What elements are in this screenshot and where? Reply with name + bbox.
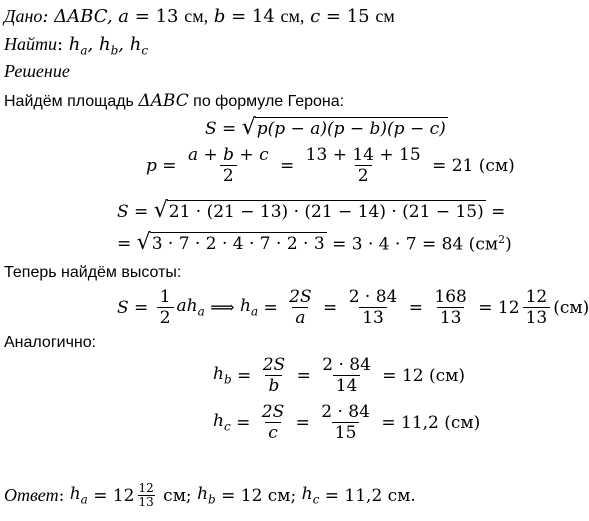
height-c-line: $h_c$ = $\frac{2S}{c}$ = $\frac{2 \cdot 84}{15}$ = 11,2 (см) (213, 402, 481, 443)
area-line-1: S = √ 21 · (21 − 13) · (21 − 14) · (21 − 15) = (117, 198, 506, 223)
answer-label: Ответ (4, 485, 59, 505)
given-line: Дано: ΔABC, a = 13 см, b = 14 см, c = 15 см (4, 6, 395, 27)
semi-perimeter-line: p = $\frac{a + b + c}{2}$ = $\frac{13 + 14 + 15}{2}$ = 21 (см) (146, 145, 515, 186)
height-b-line: $h_b$ = $\frac{2S}{b}$ = $\frac{2 \cdot 84}{14}$ = 12 (см) (213, 355, 466, 396)
step1-text: Найдём площадь ΔABC по формуле Герона: (4, 91, 345, 111)
height-a-line: S = $\frac{1}{2}$ $ah_a$ ⟹ $h_a$ = $\frac{2S}{a}$ = $\frac{2 \cdot 84}{13}$ = $\frac{168}{13}$ = 12 $\frac{12}{13}$ (см) (117, 287, 589, 328)
similarly-text: Аналогично: (4, 334, 97, 351)
solution-label: Решение (4, 61, 70, 81)
area-line-2: = √ 3 · 7 · 2 · 4 · 7 · 2 · 3 = 3 · 4 · 7 = 84 $(см^2)$ (117, 230, 512, 255)
answer-line: Ответ : $h_a$ = 12 $\frac{12}{13}$ см; $h_b$ = 12 см; $h_c$ = 11,2 см. (4, 481, 416, 509)
step2-text: Теперь найдём высоты: (4, 264, 182, 281)
given-label: Дано (4, 6, 43, 26)
heron-formula: S = √ p(p − a)(p − b)(p − c) (205, 115, 446, 140)
find-line: Найти: $h_a$, $h_b$, $h_c$ (4, 34, 149, 58)
find-label: Найти (4, 34, 57, 54)
